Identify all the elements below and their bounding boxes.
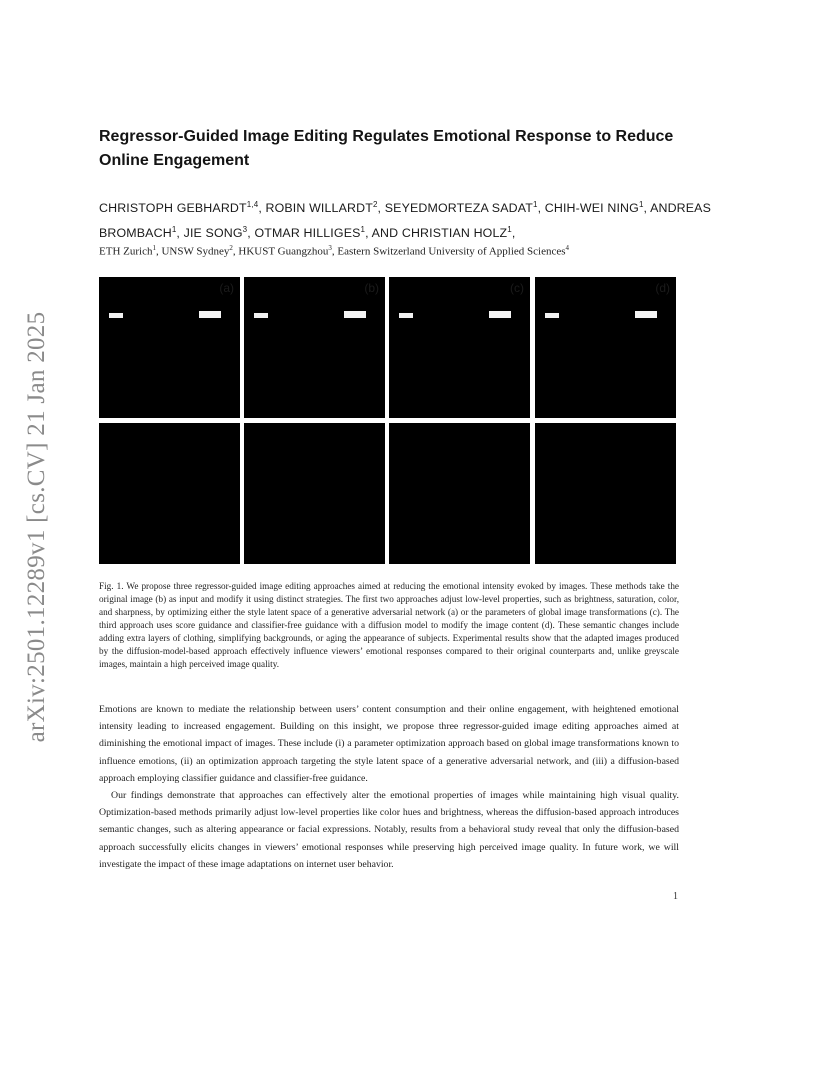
author-separator: ,: [377, 201, 385, 216]
author-list: [99, 194, 739, 244]
author-separator: ,: [537, 201, 545, 216]
author-name: JIE SONG: [183, 226, 243, 241]
affiliation-superscript: 1: [152, 244, 156, 252]
affiliation-superscript: 4: [565, 244, 570, 252]
author-separator: ,: [247, 226, 255, 241]
author-name: CHRISTIAN HOLZ: [401, 226, 508, 241]
author-superscript: 1,4: [246, 200, 259, 209]
panel-c-beach: [389, 277, 530, 418]
affiliation-name: Eastern Switzerland University of Applied Sciences: [337, 245, 566, 258]
page-number: 1: [673, 891, 678, 902]
panel-label: (d): [655, 281, 670, 295]
affiliation-name: HKUST Guangzhou: [238, 245, 329, 258]
arxiv-stamp: [22, 292, 52, 762]
panel-d-couple: [535, 423, 676, 564]
affiliation-list: [99, 241, 739, 259]
author-separator: ,: [176, 226, 184, 241]
figure-caption: Fig. 1. We propose three regressor-guided image editing approaches aimed at reducing the emotional intensity evoked by images. These methods take the original image (b) as input and modify it using distinct strategies. The first two approaches adjust low-level properties, such as brightness, saturation, color, and sharpness, by optimizing either the style latent space of a generative adversarial network (a) or the parameters of global image transformations (c). The third approach uses score guidance and classifier-free guidance with a diffusion model to modify the image content (d). These semantic changes include adding extra layers of clothing, simplifying backgrounds, or aging the appearance of subjects. Experimental results show that the adapted images produced by the diffusion-model-based approach effectively influence viewers’ emotional responses compared to their original counterparts and, unlike greyscale images, maintain a high perceived image quality.: [99, 581, 679, 669]
panel-b-couple: [244, 423, 385, 564]
panel-b-beach: [244, 277, 385, 418]
author-name: SEYEDMORTEZA SADAT: [384, 201, 533, 216]
panel-a-couple: [99, 423, 240, 564]
affiliation-name: ETH Zurich: [99, 245, 153, 258]
author-superscript: 2: [372, 200, 378, 209]
author-name: ANDREAS BROMBACH: [99, 201, 712, 241]
abstract-paragraph: Our findings demonstrate that approaches can effectively alter the emotional properties of images while maintaining high visual quality. Optimization-based methods primarily adjust low-level properties like color hues and brightness, whereas the diffusion-based approach introduces semantic changes, such as altering appearance or facial expressions. Notably, results from a behavioral study reveal that only the diffusion-based approach successfully elicits changes in viewers’ emotional responses while preserving high perceived image quality. In future work, we will investigate the impact of these image adaptations on internet user behavior.: [99, 790, 679, 870]
arxiv-identifier: arXiv:2501.12289v1 [cs.CV] 21 Jan 2025: [23, 311, 50, 743]
panel-label: (a): [219, 281, 234, 295]
panel-label: (b): [364, 281, 379, 295]
affiliation-separator: ,: [155, 245, 162, 258]
author-superscript: 1: [638, 200, 644, 209]
affiliation-separator: ,: [331, 245, 338, 258]
author-name: ROBIN WILLARDT: [265, 201, 373, 216]
abstract-paragraph: Emotions are known to mediate the relationship between users’ content consumption and their online engagement, with heightened emotional intensity leading to increased engagement. Building on this insight, we propose three regressor-guided image editing approaches aimed at diminishing the emotional impact of images. These include (i) a parameter optimization approach based on global image transformations known to influence emotions, (ii) an optimization approach targeting the style latent space of a generative adversarial network, and (iii) a diffusion-based approach employing classifier guidance and classifier-free guidance.: [99, 704, 679, 784]
author-name: CHRISTOPH GEBHARDT: [99, 201, 247, 216]
author-superscript: 1: [171, 225, 177, 235]
author-superscript: 1: [532, 200, 538, 209]
abstract: [99, 701, 679, 873]
author-separator: , AND: [365, 226, 402, 241]
author-superscript: 3: [242, 225, 248, 235]
author-separator: ,: [643, 201, 651, 216]
author-separator: ,: [511, 226, 516, 241]
panel-label: (c): [510, 281, 524, 295]
panel-d-beach: [535, 277, 676, 418]
affiliation-superscript: 2: [229, 244, 233, 252]
author-name: OTMAR HILLIGES: [254, 226, 361, 241]
panel-a-beach: [99, 277, 240, 418]
paper-title: Regressor-Guided Image Editing Regulates Emotional Response to Reduce Online Engagement: [99, 128, 674, 169]
author-separator: ,: [258, 201, 266, 216]
figure-1: [99, 277, 676, 564]
affiliation-name: UNSW Sydney: [161, 245, 230, 258]
author-superscript: 1: [507, 225, 512, 235]
affiliation-superscript: 3: [328, 244, 332, 252]
panel-c-couple: [389, 423, 530, 564]
author-superscript: 1: [360, 225, 366, 235]
affiliation-separator: ,: [232, 245, 239, 258]
author-name: CHIH-WEI NING: [544, 201, 639, 216]
